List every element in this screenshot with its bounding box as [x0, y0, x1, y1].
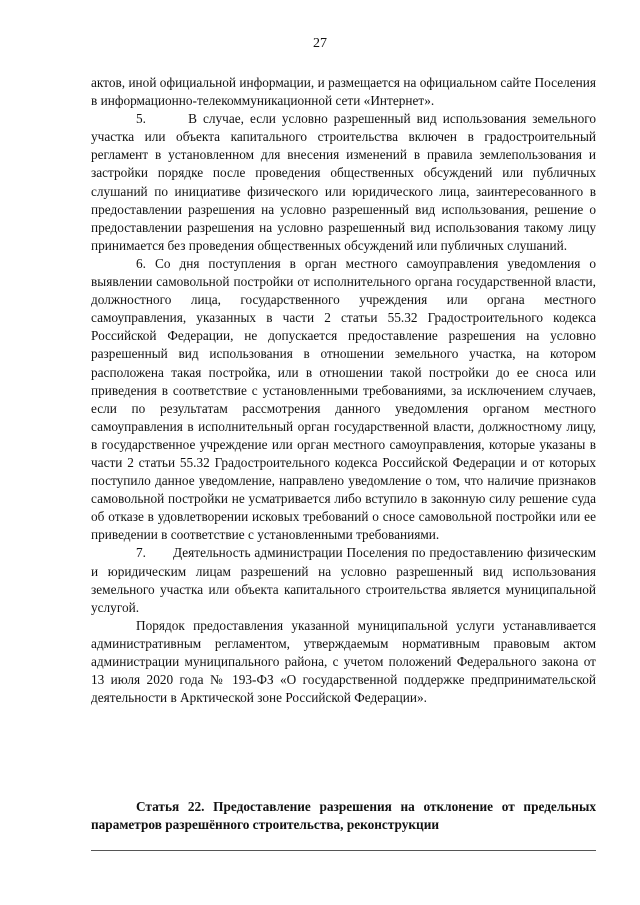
- body-text: [91, 74, 596, 707]
- paragraph-procedure: Порядок предоставления указанной муниципальной услуги устанавливается административным регламентом, утверждаемым нормативным правовым актом администрации муниципального района, с учетом положений Федерального закона от 13 июля 2020 года № 193-ФЗ «О государственной поддержке предпринимательской деятельности в Арктической зоне Российской Федерации».: [91, 617, 596, 706]
- paragraph-6: 6. Со дня поступления в орган местного самоуправления уведомления о выявлении самовольной постройки от исполнительного органа государственной власти, должностного лица, государственного учреждения или органа местного самоуправления, указанных в части 2 статьи 55.32 Градостроительного кодекса Российской Федерации, не допускается предоставление разрешения на условно разрешенный вид использования в отношении земельного участка, на котором расположена такая постройка, или в отношении такой постройки до ее сноса или приведения в соответствие с установленными требованиями, за исключением случаев, если по результатам рассмотрения данного уведомления органом местного самоуправления в исполнительный орган государственной власти, должностному лицу, в государственное учреждение или орган местного самоуправления, которые указаны в части 2 статьи 55.32 Градостроительного кодекса Российской Федерации и от которых поступило данное уведомление, направлено уведомление о том, что наличие признаков самовольной постройки не усматривается либо вступило в законную силу решение суда об отказе в удовлетворении исковых требований о сносе самовольной постройки или ее приведении в соответствие с установленными требованиями.: [91, 255, 596, 543]
- paragraph-7: 7. Деятельность администрации Поселения по предоставлению физическим и юридическим лицам разрешений на условно разрешенный вид использования земельного участка или объекта капитального строительства является муниципальной услугой.: [91, 545, 596, 615]
- paragraph-5: 5. В случае, если условно разрешенный вид использования земельного участка или объекта капитального строительства включен в градостроительный регламент в установленном для внесения изменений в правила землепользования и застройки порядке после проведения общественных обсуждений или публичных слушаний по инициативе физического или юридического лица, заинтересованного в предоставлении разрешения на условно разрешенный вид использования, решение о предоставлении разрешения на условно разрешенный вид использования такому лицу принимается без проведения общественных обсуждений или публичных слушаний.: [91, 111, 596, 253]
- article-heading: Статья 22. Предоставление разрешения на отклонение от предельных параметров разрешённого строительства, реконструкции: [91, 799, 596, 833]
- paragraph-continuation: актов, иной официальной информации, и размещается на официальном сайте Поселения в информационно-телекоммуникационной сети «Интернет».: [91, 75, 596, 109]
- footer-divider: [91, 850, 596, 851]
- page-number: 27: [313, 36, 327, 51]
